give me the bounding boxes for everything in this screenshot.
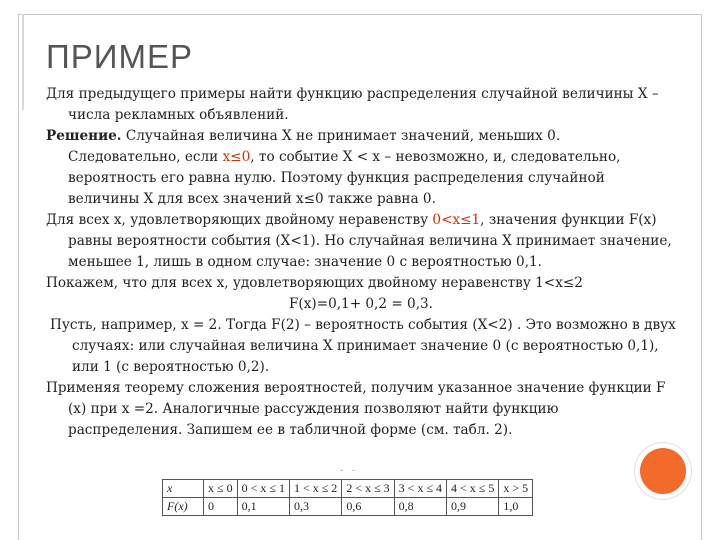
table-caption: - - (340, 466, 358, 476)
table-cell: 0,3 (289, 498, 341, 516)
table-cell: 2 < x ≤ 3 (342, 480, 394, 498)
solution-label: Решение. (46, 128, 122, 144)
table-cell: 0,9 (447, 498, 499, 516)
slide-content (46, 84, 676, 441)
table-cell: 0 (204, 498, 238, 516)
table-cell: x (163, 480, 204, 498)
paragraph-3 (46, 210, 676, 273)
solution-text-a: Случайная величина X не принимает значений, меньших 0. Следовательно, если (68, 128, 561, 165)
paragraph-3-highlight: 0<x≤1 (432, 212, 481, 228)
paragraph-6: Применяя теорему сложения вероятностей, получим указанное значение функции F (x) при x =2. Аналогичные рассуждения позволяют найти функцию распределения. Запишем ее в табличной форме (см. табл. 2). (46, 380, 666, 438)
table-cell: 0 < x ≤ 1 (237, 480, 289, 498)
paragraph-4: Покажем, что для всех x, удовлетворяющих двойному неравенству 1<x≤2 (46, 275, 583, 291)
table-cell: 1 < x ≤ 2 (289, 480, 341, 498)
frame-accent-line (22, 14, 24, 110)
table-cell: 4 < x ≤ 5 (447, 480, 499, 498)
table-row (163, 480, 533, 498)
paragraph-3-text-a: Для всех x, удовлетворяющих двойному неравенству (46, 212, 433, 228)
solution-highlight: x≤0 (222, 149, 251, 165)
paragraph-5: Пусть, например, x = 2. Тогда F(2) – вероятность события (X<2) . Это возможно в двух случаях: или случайная величина X принимает значение 0 (с вероятностью 0,1), или 1 (с вероятностью 0,2). (50, 317, 676, 375)
table-row (163, 498, 533, 516)
slide-title: ПРИМЕР (46, 38, 193, 75)
decorative-orange-circle (640, 448, 686, 494)
table-cell: F(x) (163, 498, 204, 516)
table-cell: 0,8 (394, 498, 446, 516)
table-cell: 1,0 (499, 498, 533, 516)
table-cell: 0,1 (237, 498, 289, 516)
table-cell: x ≤ 0 (204, 480, 238, 498)
paragraph-solution (46, 126, 676, 210)
formula: F(x)=0,1+ 0,2 = 0,3. (288, 296, 433, 312)
table-cell: 0,6 (342, 498, 394, 516)
paragraph-1: Для предыдущего примеры найти функцию распределения случайной величины X – числа рекламных объявлений. (46, 86, 659, 123)
solution-text-b: , то событие X < x – невозможно, и, следовательно, вероятность его равна нулю. Поэтому функция распределения случайной величины X для всех значений x≤0 также равна 0. (68, 149, 621, 207)
paragraph-3-text-b: , значения функции F(x) равны вероятности события (X<1). Но случайная величина X принимает значение, меньшее 1, лишь в одном случае: значение 0 с вероятностью 0,1. (68, 212, 672, 270)
distribution-table (162, 479, 533, 516)
table-cell: x > 5 (499, 480, 533, 498)
table-cell: 3 < x ≤ 4 (394, 480, 446, 498)
